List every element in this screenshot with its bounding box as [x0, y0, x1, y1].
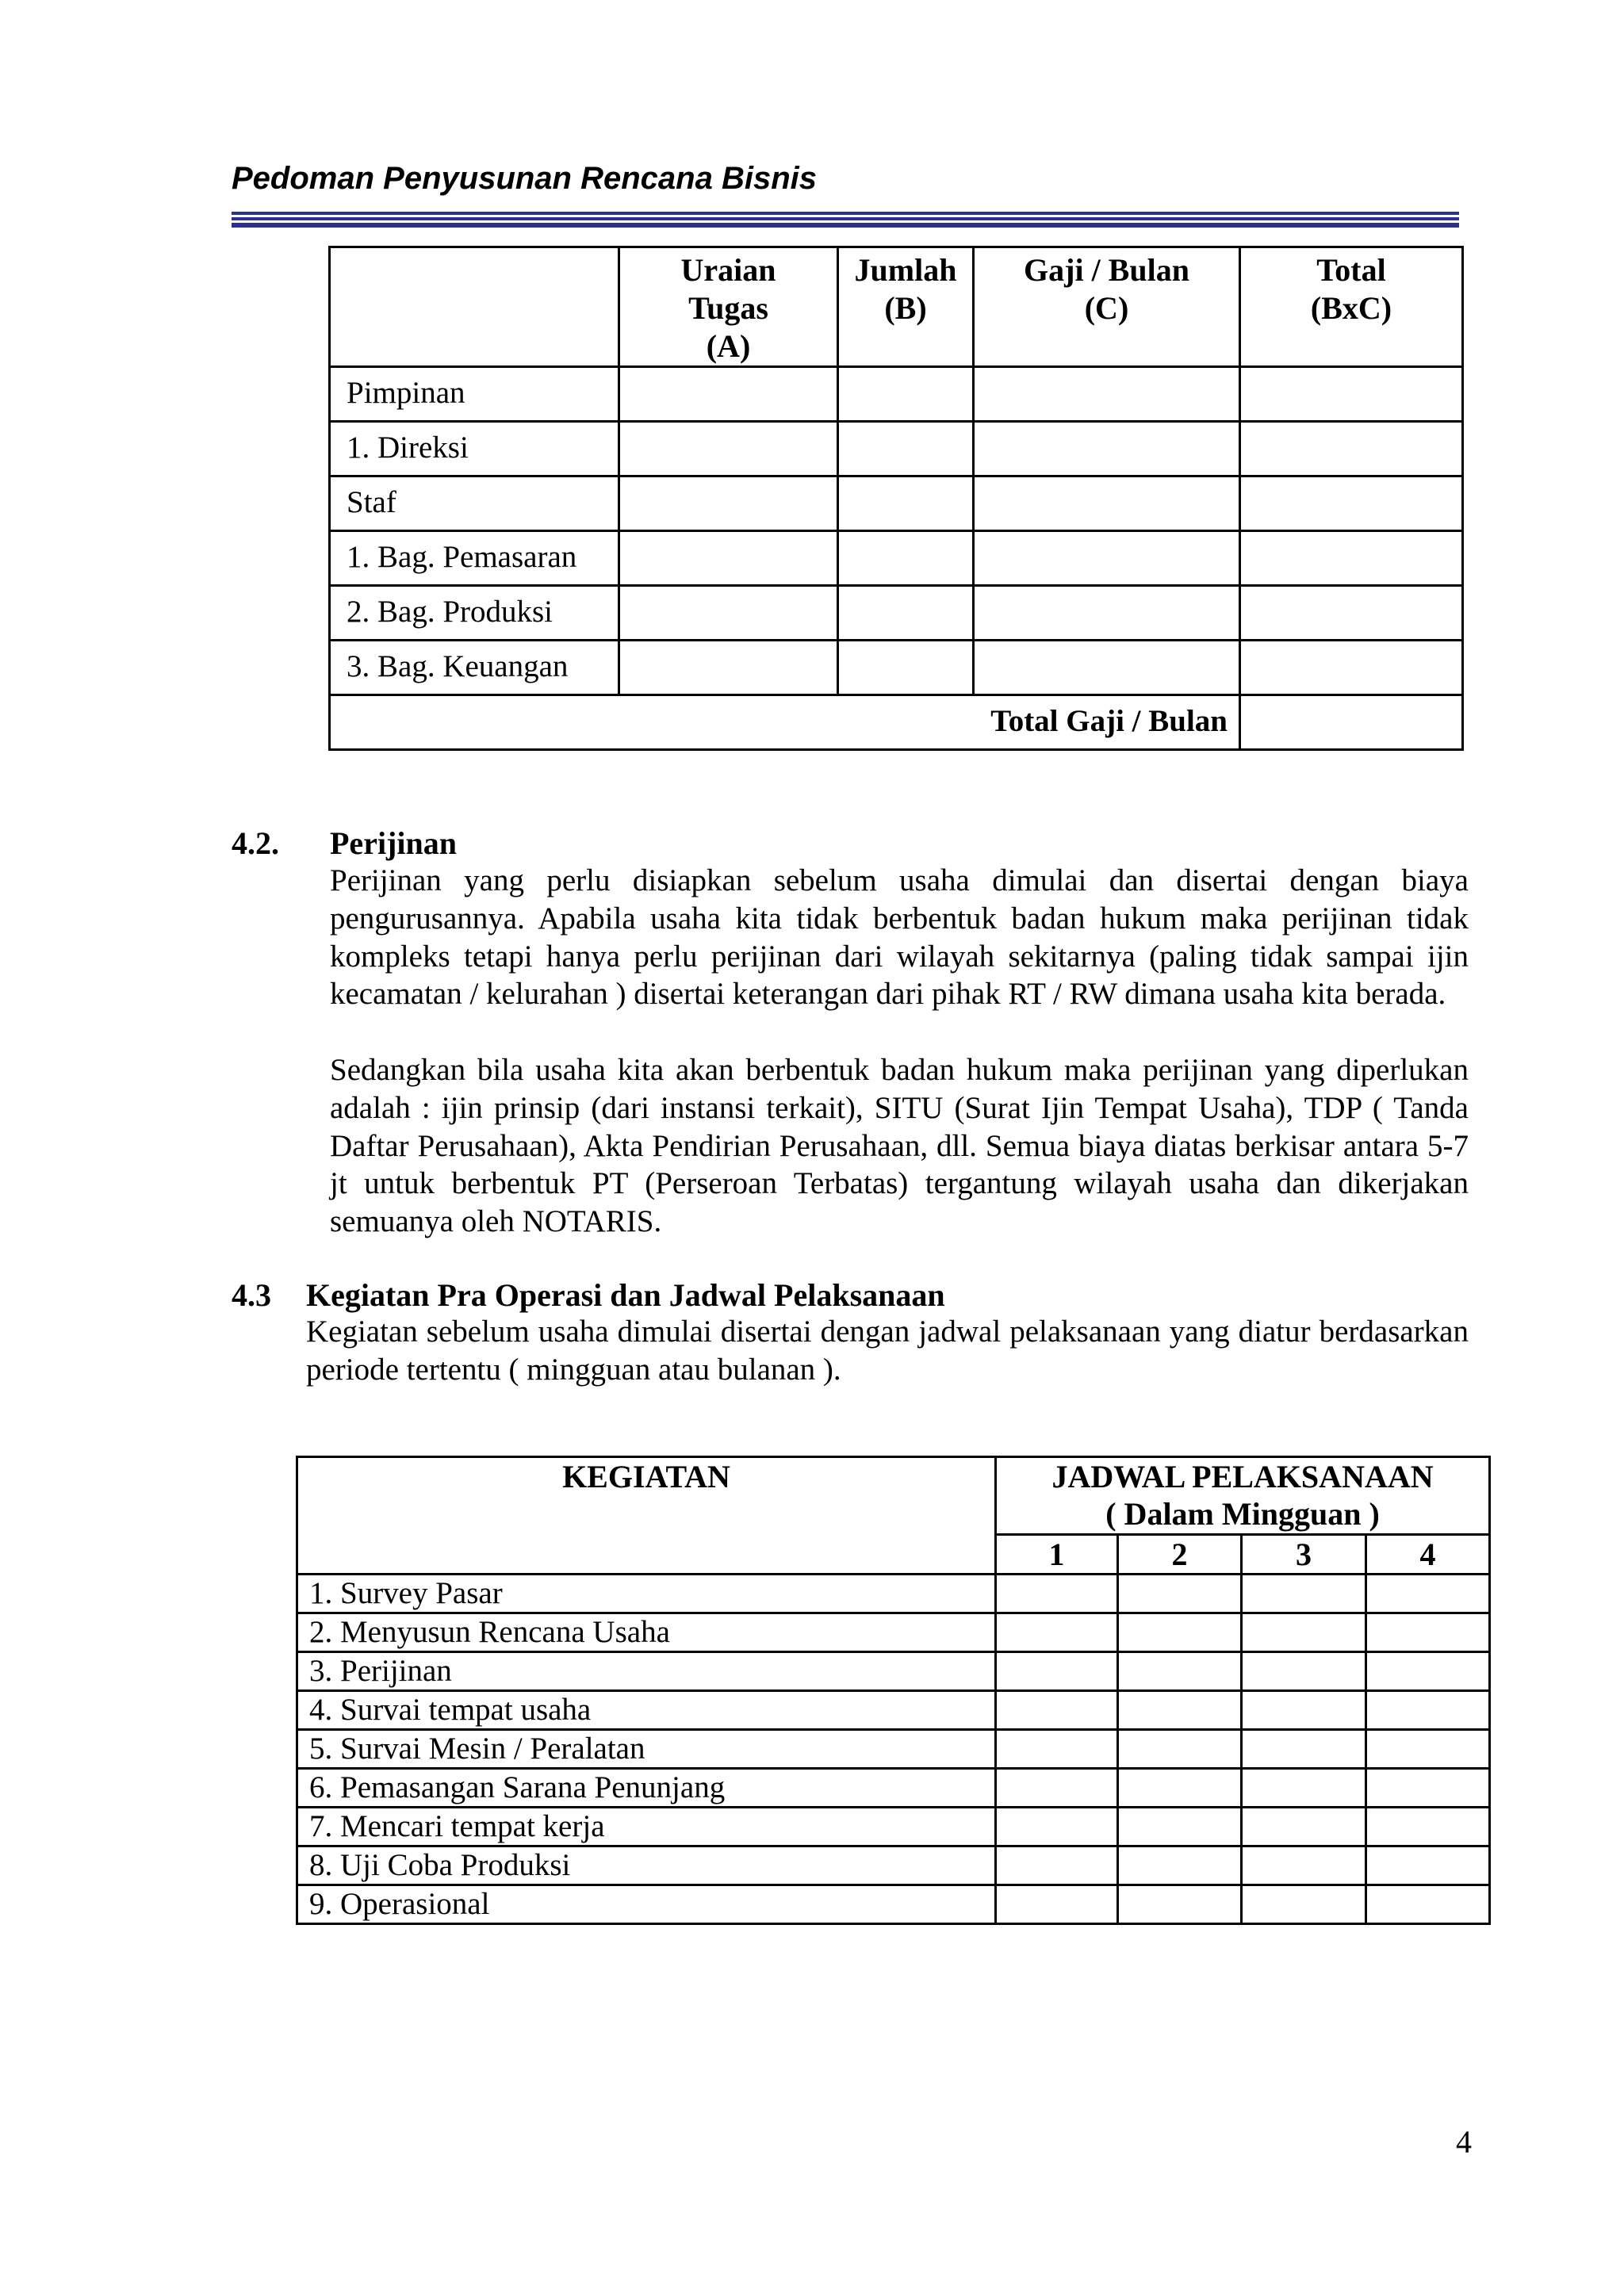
week-header: 4: [1366, 1535, 1490, 1575]
row-label: 1. Direksi: [330, 422, 619, 476]
schedule-table: [296, 1456, 1491, 1925]
activity-label: 1. Survey Pasar: [297, 1575, 996, 1613]
table-row: [297, 1575, 1490, 1613]
salary-col-gaji: Gaji / Bulan (C): [974, 247, 1240, 367]
table-row: [297, 1730, 1490, 1769]
table-row: [297, 1846, 1490, 1885]
salary-col-uraian: Uraian Tugas (A): [619, 247, 838, 367]
jadwal-header: JADWAL PELAKSANAAN ( Dalam Mingguan ): [996, 1457, 1490, 1535]
header-rule: [232, 212, 1459, 215]
table-row: [330, 367, 1463, 422]
week-header: 1: [996, 1535, 1118, 1575]
header-rule: [232, 223, 1459, 228]
week-header: 2: [1118, 1535, 1242, 1575]
running-header: Pedoman Penyusunan Rencana Bisnis: [232, 161, 817, 196]
schedule-header-row: [297, 1457, 1490, 1535]
activity-label: 8. Uji Coba Produksi: [297, 1846, 996, 1885]
table-row: [297, 1885, 1490, 1924]
activity-label: 5. Survai Mesin / Peralatan: [297, 1730, 996, 1769]
row-label: 3. Bag. Keuangan: [330, 641, 619, 695]
section-paragraph: Kegiatan sebelum usaha dimulai disertai dengan jadwal pelaksanaan yang diatur berdasarkan periode tertentu ( mingguan atau bulanan ).: [306, 1314, 1469, 1387]
activity-label: 4. Survai tempat usaha: [297, 1691, 996, 1730]
activity-label: 3. Perijinan: [297, 1652, 996, 1691]
section-paragraph: Sedangkan bila usaha kita akan berbentuk badan hukum maka perijinan yang diperlukan adalah : ijin prinsip (dari instansi terkait), SITU (Surat Ijin Tempat Usaha), TDP ( Tanda Daftar Perusahaan), Akta Pendirian Perusahaan, dll. Semua biaya diatas berkisar antara 5-7 jt untuk berbentuk PT (Perseroan Terbatas) tergantung wilayah usaha dan dikerjakan semuanya oleh NOTARIS.: [330, 1053, 1469, 1239]
salary-col-total: Total (BxC): [1240, 247, 1463, 367]
total-row: [330, 695, 1463, 750]
section-title: Kegiatan Pra Operasi dan Jadwal Pelaksanaan: [306, 1277, 945, 1313]
table-row: [297, 1652, 1490, 1691]
table-row: [297, 1808, 1490, 1846]
activity-label: 2. Menyusun Rencana Usaha: [297, 1613, 996, 1652]
salary-col-jumlah: Jumlah (B): [838, 247, 974, 367]
row-label: Staf: [330, 476, 619, 531]
section-paragraph: Perijinan yang perlu disiapkan sebelum usaha dimulai dan disertai dengan biaya pengurusannya. Apabila usaha kita tidak berbentuk badan hukum maka perijinan tidak kompleks tetapi hanya perlu perijinan dari wilayah sekitarnya (paling tidak sampai ijin kecamatan / kelurahan ) disertai keterangan dari pihak RT / RW dimana usaha kita berada.: [330, 863, 1469, 1012]
table-row: [330, 422, 1463, 476]
salary-col-blank: [330, 247, 619, 367]
row-label: 2. Bag. Produksi: [330, 586, 619, 641]
row-label: 1. Bag. Pemasaran: [330, 531, 619, 586]
row-label: Pimpinan: [330, 367, 619, 422]
activity-label: 9. Operasional: [297, 1885, 996, 1924]
table-row: [330, 586, 1463, 641]
table-row: [297, 1769, 1490, 1808]
kegiatan-header: KEGIATAN: [297, 1457, 996, 1575]
section-number: 4.2.: [232, 825, 279, 861]
header-rule: [232, 217, 1459, 220]
activity-label: 6. Pemasangan Sarana Penunjang: [297, 1769, 996, 1808]
table-row: [297, 1613, 1490, 1652]
page-number: 4: [1456, 2124, 1472, 2160]
section-number: 4.3: [232, 1277, 271, 1313]
week-header: 3: [1242, 1535, 1366, 1575]
total-gaji-label: Total Gaji / Bulan: [330, 695, 1240, 750]
activity-label: 7. Mencari tempat kerja: [297, 1808, 996, 1846]
salary-table: [328, 246, 1464, 751]
section-title: Perijinan: [330, 825, 457, 861]
salary-header-row: [330, 247, 1463, 367]
table-row: [330, 641, 1463, 695]
table-row: [330, 476, 1463, 531]
table-row: [330, 531, 1463, 586]
table-row: [297, 1691, 1490, 1730]
total-gaji-value: [1240, 695, 1463, 750]
